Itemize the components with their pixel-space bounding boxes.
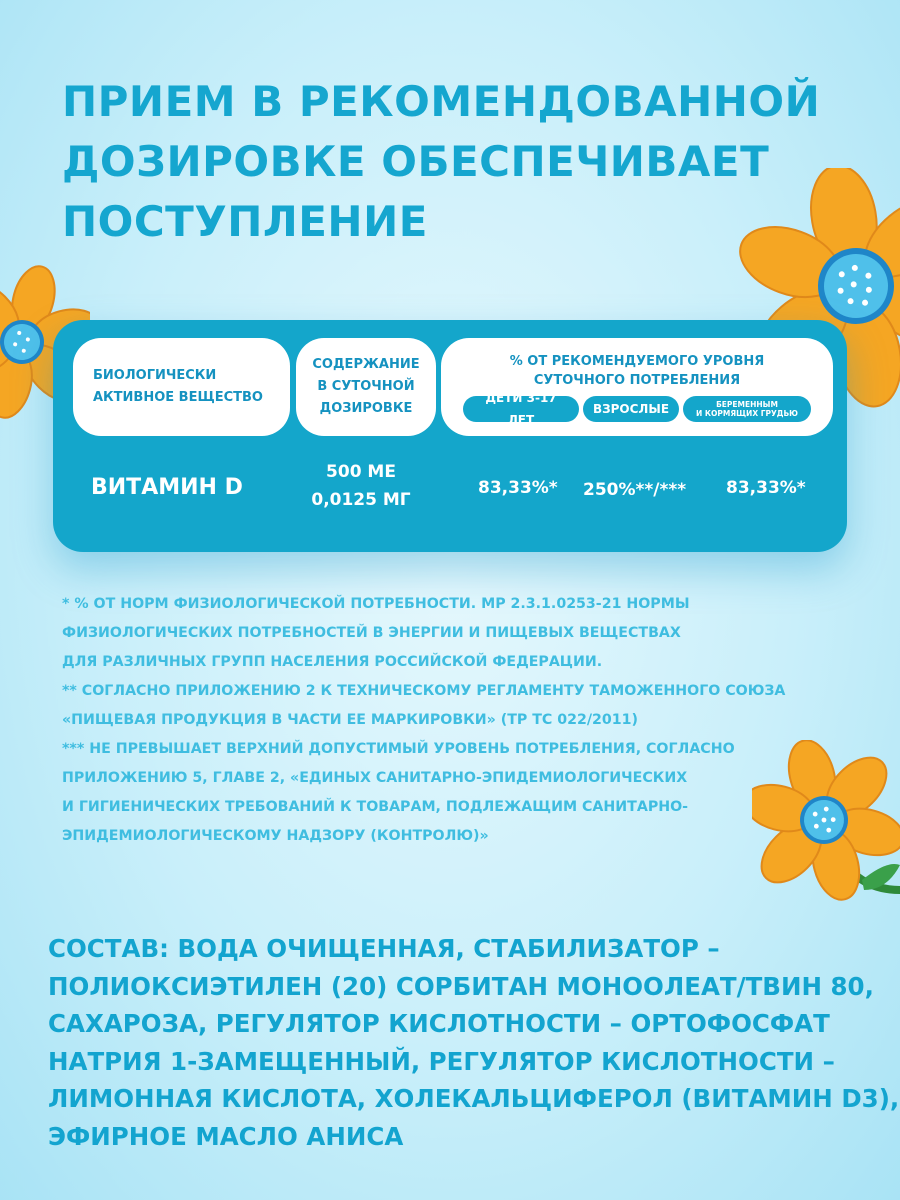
header-text: АКТИВНОЕ ВЕЩЕСТВО	[93, 390, 263, 405]
header-substance	[73, 338, 290, 436]
dosage-table	[53, 320, 847, 552]
group-pregnant-line: И КОРМЯЩИХ ГРУДЬЮ	[695, 409, 798, 418]
header-percent	[441, 338, 833, 436]
header-text: % ОТ РЕКОМЕНДУЕМОГО УРОВНЯ	[509, 354, 765, 369]
header-content	[296, 338, 436, 436]
footnotes	[62, 590, 802, 851]
group-tags	[463, 391, 811, 427]
group-pregnant-line: БЕРЕМЕННЫМ	[716, 400, 778, 409]
title-line: ДОЗИРОВКЕ ОБЕСПЕЧИВАЕТ	[62, 137, 770, 186]
composition-line: ЭФИРНОЕ МАСЛО АНИСА	[48, 1121, 404, 1151]
footnote-line: ФИЗИОЛОГИЧЕСКИХ ПОТРЕБНОСТЕЙ В ЭНЕРГИИ И ПИЩЕВЫХ ВЕЩЕСТВАХ	[62, 625, 681, 641]
page-title	[62, 72, 862, 252]
amount-me: 500 МЕ	[326, 462, 396, 482]
footnote-line: ДЛЯ РАЗЛИЧНЫХ ГРУПП НАСЕЛЕНИЯ РОССИЙСКОЙ ФЕДЕРАЦИИ.	[62, 654, 603, 670]
footnote-line: ЭПИДЕМИОЛОГИЧЕСКОМУ НАДЗОРУ (КОНТРОЛЮ)»	[62, 828, 489, 844]
group-adults-tag: ВЗРОСЛЫЕ	[583, 396, 679, 422]
pregnant-percent: 83,33%*	[726, 478, 806, 498]
composition-line: ПОЛИОКСИЭТИЛЕН (20) СОРБИТАН МОНООЛЕАТ/ТВИН 80,	[48, 971, 874, 1001]
title-line: ПОСТУПЛЕНИЕ	[62, 197, 428, 246]
footnote-line: * % ОТ НОРМ ФИЗИОЛОГИЧЕСКОЙ ПОТРЕБНОСТИ. МР 2.3.1.0253-21 НОРМЫ	[62, 596, 690, 612]
header-text: ДОЗИРОВКЕ	[319, 401, 413, 416]
footnote-line: «ПИЩЕВАЯ ПРОДУКЦИЯ В ЧАСТИ ЕЕ МАРКИРОВКИ» (ТР ТС 022/2011)	[62, 712, 639, 728]
substance-name: ВИТАМИН D	[91, 475, 243, 500]
title-line: ПРИЕМ В РЕКОМЕНДОВАННОЙ	[62, 77, 821, 126]
header-text: СОДЕРЖАНИЕ	[312, 357, 420, 372]
header-text: В СУТОЧНОЙ	[317, 379, 415, 394]
header-text: БИОЛОГИЧЕСКИ	[93, 368, 217, 383]
footnote-line: ** СОГЛАСНО ПРИЛОЖЕНИЮ 2 К ТЕХНИЧЕСКОМУ РЕГЛАМЕНТУ ТАМОЖЕННОГО СОЮЗА	[62, 683, 786, 699]
footnote-line: *** НЕ ПРЕВЫШАЕТ ВЕРХНИЙ ДОПУСТИМЫЙ УРОВЕНЬ ПОТРЕБЛЕНИЯ, СОГЛАСНО	[62, 741, 735, 757]
composition-line: СОСТАВ: ВОДА ОЧИЩЕННАЯ, СТАБИЛИЗАТОР –	[48, 934, 720, 963]
adults-percent: 250%**/***	[583, 480, 687, 500]
children-percent: 83,33%*	[478, 478, 558, 498]
composition-line: ЛИМОННАЯ КИСЛОТА, ХОЛЕКАЛЬЦИФЕРОЛ (ВИТАМИН D3),	[48, 1084, 900, 1113]
footnote-line: И ГИГИЕНИЧЕСКИХ ТРЕБОВАНИЙ К ТОВАРАМ, ПОДЛЕЖАЩИМ САНИТАРНО-	[62, 799, 689, 815]
header-text: СУТОЧНОГО ПОТРЕБЛЕНИЯ	[533, 373, 741, 388]
amount-mg: 0,0125 МГ	[311, 490, 411, 510]
substance-amount	[311, 458, 411, 514]
footnote-line: ПРИЛОЖЕНИЮ 5, ГЛАВЕ 2, «ЕДИНЫХ САНИТАРНО-ЭПИДЕМИОЛОГИЧЕСКИХ	[62, 770, 688, 786]
composition-line: НАТРИЯ 1-ЗАМЕЩЕННЫЙ, РЕГУЛЯТОР КИСЛОТНОСТИ –	[48, 1046, 835, 1076]
group-children-tag: ДЕТИ 3-17 ЛЕТ	[463, 396, 579, 422]
composition	[48, 930, 900, 1155]
composition-line: САХАРОЗА, РЕГУЛЯТОР КИСЛОТНОСТИ – ОРТОФОСФАТ	[48, 1009, 830, 1038]
group-pregnant-tag	[683, 396, 811, 422]
